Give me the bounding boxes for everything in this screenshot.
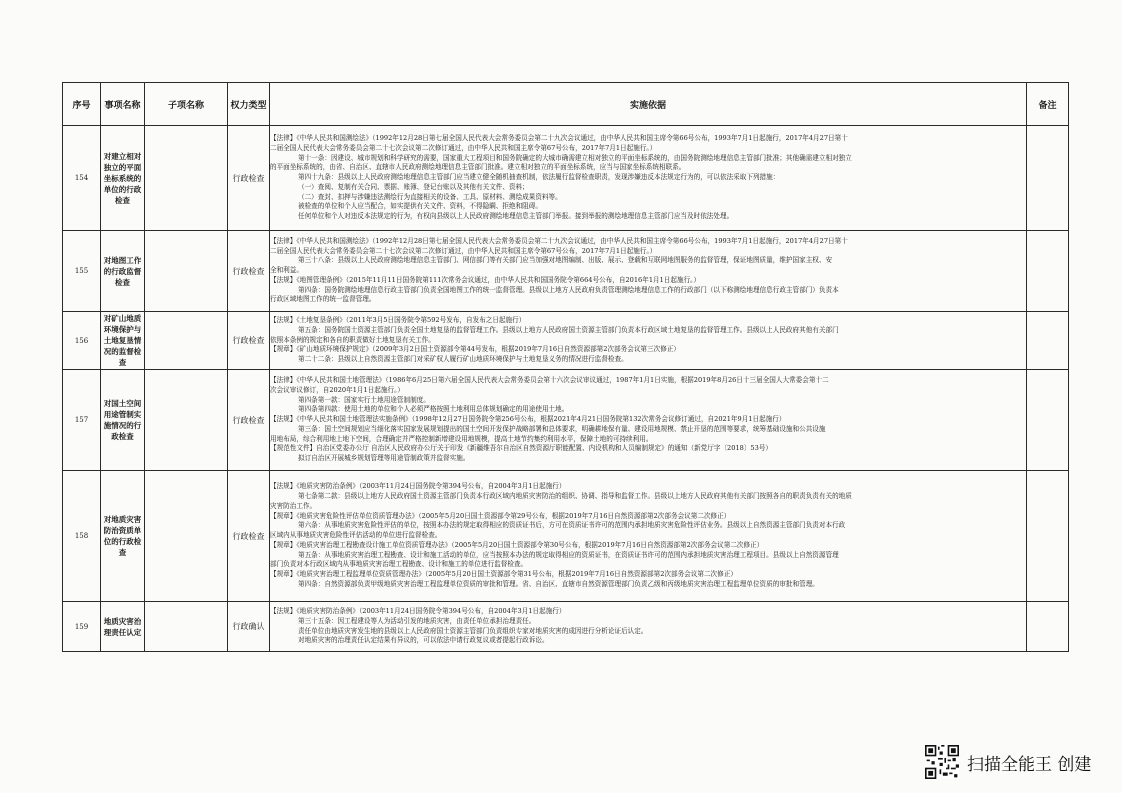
header-basis: 实施依据 — [270, 83, 1027, 126]
qr-code-icon — [925, 745, 959, 779]
row-basis — [270, 370, 1027, 471]
basis-line: 第五条：从事地质灾害治理工程勘查、设计和施工活动的单位，应当按照本办法的规定取得相应的资质证书，在资质证书许可的范围内承担地质灾害治理工程项目。县级以上自然资源管理 — [298, 550, 839, 559]
basis-line: 用地布局，综合利用地上地下空间，合理确定并严格控制新增建设用地规模，提高土地节约集约利用水平，保障土地的可持续利用。 — [270, 434, 653, 443]
row-subitem — [145, 312, 228, 370]
basis-line: 【法律】《中华人民共和国测绘法》（1992年12月28日第七届全国人民代表大会常务委员会第二十九次会议通过，由中华人民共和国主席令第66号公布，1993年7月1日起施行，2017年4月27日第十 — [270, 236, 848, 245]
basis-line: 【法规】《地图管理条例》（2015年11月11日国务院第111次常务会议通过，由中华人民共和国国务院令第664号公布，自2016年1月1日起施行。） — [270, 275, 701, 284]
basis-line: 【法律】《中华人民共和国测绘法》（1992年12月28日第七届全国人民代表大会常务委员会第二十九次会议通过，由中华人民共和国主席令第66号公布，1993年7月1日起施行，2017年4月27日第十 — [270, 133, 848, 142]
row-basis — [270, 471, 1027, 602]
row-power-type: 行政检查 — [228, 126, 270, 231]
row-item-name: 对地质灾害防治资质单位的行政检查 — [101, 471, 145, 602]
row-subitem — [145, 602, 228, 652]
row-seq: 157 — [63, 370, 101, 471]
basis-line: 【法规】《地质灾害防治条例》（2003年11月24日国务院令第394号公布，自2004年3月1日起施行） — [270, 606, 566, 615]
basis-line: 任何单位和个人对违反本法规定的行为，有权向县级以上人民政府测绘地理信息主管部门举报。接到举报的测绘地理信息主管部门应当及时依法处理。 — [298, 212, 734, 221]
power-list-table — [62, 82, 1069, 652]
basis-line: 被检查的单位和个人应当配合，如实提供有关文件、资料，不得隐瞒、拒绝和阻碍。 — [298, 202, 542, 211]
row-seq: 159 — [63, 602, 101, 652]
row-power-type: 行政确认 — [228, 602, 270, 652]
row-subitem — [145, 126, 228, 231]
basis-line: 二届全国人民代表大会常务委员会第二十七次会议第二次修订通过，由中华人民共和国主席令第67号公布，2017年7月1日起施行。） — [270, 246, 657, 255]
row-seq: 154 — [63, 126, 101, 231]
row-basis — [270, 231, 1027, 312]
table-row — [63, 312, 1069, 370]
basis-line: 【法律】《中华人民共和国土地管理法》（1986年6月25日第六届全国人民代表大会常务委员会第十六次会议审议通过，1987年1月1日实施，根据2019年8月26日十三届全国人大常委会第十二 — [270, 375, 829, 384]
basis-line: 第四条第一款：国家实行土地用途管制制度。 — [298, 395, 430, 404]
basis-line: 次会议审议修订，自2020年1月1日起施行。） — [270, 385, 404, 394]
basis-line: 【法规】《中华人民共和国土地管理法实施条例》（1998年12月27日国务院令第256号公布，根据2021年4月21日国务院第132次常务会议修订通过，自2021年9月1日起施行） — [270, 415, 786, 424]
row-item-name: 对国土空间用途管制实施情况的行政检查 — [101, 370, 145, 471]
row-seq: 155 — [63, 231, 101, 312]
table-row — [63, 471, 1069, 602]
row-remark — [1027, 231, 1069, 312]
scanner-brand-text: 扫描全能王 创建 — [967, 754, 1092, 775]
row-remark — [1027, 602, 1069, 652]
row-remark — [1027, 471, 1069, 602]
row-seq: 156 — [63, 312, 101, 370]
basis-line: 对地质灾害的治理责任认定结果有异议的，可以依法申请行政复议或者提起行政诉讼。 — [298, 636, 549, 645]
row-power-type: 行政检查 — [228, 471, 270, 602]
basis-line: 【规范性文件】自治区党委办公厅 自治区人民政府办公厅关于印发《新疆维吾尔自治区自然资源厅职能配置、内设机构和人员编制规定》的通知（新党厅字〔2018〕53号） — [270, 444, 773, 453]
row-basis — [270, 126, 1027, 231]
basis-line: 灾害防治工作。 — [270, 501, 317, 510]
row-basis — [270, 602, 1027, 652]
basis-line: 拟订自治区开展城乡规划管理等用途管制政策并监督实施。 — [298, 454, 470, 463]
basis-line: 第四条：自然资源部负责甲级地质灾害治理工程监理单位资质的审批和管理。省、自治区、直辖市自然资源管理部门负责乙级和丙级地质灾害治理工程监理单位资质的审批和管理。 — [298, 580, 819, 589]
basis-line: （一）查阅、复制有关合同、票据、账簿、登记台账以及其他有关文件、资料； — [298, 182, 529, 191]
header-power-type: 权力类型 — [228, 83, 270, 126]
basis-line: 【规章】《地质灾害治理工程监理单位资质管理办法》（2005年5月20日国土资源部令第31号公布，根据2019年7月16日自然资源部第2次部务会议第二次修正） — [270, 570, 737, 579]
row-basis — [270, 312, 1027, 370]
basis-line: 【规章】《矿山地质环境保护规定》（2009年3月2日国土资源部令第44号发布，根据2019年7月16日自然资源部第2次部务会议第三次修正） — [270, 345, 680, 354]
basis-line: 第五条：国务院国土资源主管部门负责全国土地复垦的监督管理工作。县级以上地方人民政府国土资源主管部门负责本行政区域土地复垦的监督管理工作。县级以上人民政府其他有关部门 — [298, 325, 839, 334]
row-power-type: 行政检查 — [228, 231, 270, 312]
basis-line: 第六条：从事地质灾害危险性评估的单位，按照本办法的规定取得相应的资质证书后，方可在资质证书许可的范围内承担地质灾害危险性评估业务。县级以上自然资源主管部门负责对本行政 — [298, 521, 846, 530]
header-subitem: 子项名称 — [145, 83, 228, 126]
row-subitem — [145, 370, 228, 471]
row-remark — [1027, 312, 1069, 370]
basis-line: 第四十九条：县级以上人民政府测绘地理信息主管部门应当建立健全随机抽查机制，依法履行监督检查职责，发现涉嫌违反本法规定行为的，可以依法采取下列措施： — [298, 173, 780, 182]
basis-line: 第三条：国土空间规划应当细化落实国家发展规划提出的国土空间开发保护战略部署和总体要求，明确耕地保有量、建设用地规模、禁止开垦的范围等要求，统筹基础设施和公共设施 — [298, 424, 826, 433]
table-row — [63, 370, 1069, 471]
row-item-name: 对建立相对独立的平面坐标系统的单位的行政检查 — [101, 126, 145, 231]
basis-line: 依照本条例的规定和各自的职责做好土地复垦有关工作。 — [270, 335, 435, 344]
row-item-name: 地质灾害治理责任认定 — [101, 602, 145, 652]
basis-line: 区域内从事地质灾害危险性评估活动的单位进行监督检查。 — [270, 531, 442, 540]
basis-line: 行政区域地图工作的统一监督管理。 — [270, 295, 376, 304]
table-row — [63, 602, 1069, 652]
basis-line: 第四条第四款：使用土地的单位和个人必须严格按照土地利用总体规划确定的用途使用土地。 — [298, 405, 569, 414]
header-item: 事项名称 — [101, 83, 145, 126]
header-remark: 备注 — [1027, 83, 1069, 126]
row-remark — [1027, 370, 1069, 471]
row-power-type: 行政检查 — [228, 312, 270, 370]
row-subitem — [145, 231, 228, 312]
basis-line: 【规章】《地质灾害治理工程勘查设计施工单位资质管理办法》（2005年5月20日国土资源部令第30号公布，根据2019年7月16日自然资源部第2次部务会议第二次修正） — [270, 540, 764, 549]
header-seq: 序号 — [63, 83, 101, 126]
row-power-type: 行政检查 — [228, 370, 270, 471]
row-subitem — [145, 471, 228, 602]
row-seq: 158 — [63, 471, 101, 602]
basis-line: 部门负责对本行政区域内从事地质灾害治理工程勘查、设计和施工的单位进行监督检查。 — [270, 560, 528, 569]
basis-line: （二）查封、扣押与涉嫌违法测绘行为直接相关的设备、工具、原材料、测绘成果资料等。 — [298, 192, 562, 201]
basis-line: 第三十八条：县级以上人民政府测绘地理信息主管部门、网信部门等有关部门应当加强对地图编制、出版、展示、登载和互联网地图服务的监督管理，保证地图质量，维护国家主权、安 — [298, 256, 833, 265]
basis-line: 【法规】《土地复垦条例》（2011年3月5日国务院令第592号发布，自发布之日起施行） — [270, 316, 526, 324]
basis-line: 【规章】《地质灾害危险性评估单位资质管理办法》（2005年5月20日国土资源部令第29号公布，根据2019年7月16日自然资源部第2次部务会议第二次修正） — [270, 511, 731, 520]
basis-line: 第十一条：因建设、城市规划和科学研究的需要，国家重大工程项目和国务院确定的大城市确需建立相对独立的平面坐标系统的，由国务院测绘地理信息主管部门批准；其他确需建立相对独立 — [298, 153, 852, 162]
basis-line: 【法规】《地质灾害防治条例》（2003年11月24日国务院令第394号公布，自2004年3月1日起施行） — [270, 482, 566, 491]
table-row — [63, 126, 1069, 231]
table-row — [63, 231, 1069, 312]
row-item-name: 对地图工作的行政监督检查 — [101, 231, 145, 312]
basis-line: 第二十二条：县级以上自然资源主管部门对采矿权人履行矿山地质环境保护与土地复垦义务的情况进行监督检查。 — [298, 355, 628, 364]
basis-line: 第四条：国务院测绘地理信息行政主管部门负责全国地图工作的统一监督管理。县级以上地方人民政府负责管理测绘地理信息工作的行政部门（以下称测绘地理信息行政主管部门）负责本 — [298, 285, 839, 294]
basis-line: 责任单位由地质灾害发生地的县级以上人民政府国土资源主管部门负责组织专家对地质灾害的成因进行分析论证后认定。 — [298, 626, 648, 635]
basis-line: 全和利益。 — [270, 266, 303, 275]
basis-line: 第七条第二款：县级以上地方人民政府国土资源主管部门负责本行政区域内地质灾害防治的组织、协调、指导和监督工作。县级以上地方人民政府其他有关部门按照各自的职责负责有关的地质 — [298, 491, 852, 500]
basis-line: 二届全国人民代表大会常务委员会第二十七次会议第二次修订通过，由中华人民共和国主席令第67号公布，2017年7月1日起施行。） — [270, 143, 657, 152]
row-remark — [1027, 126, 1069, 231]
basis-line: 第三十五条：因工程建设等人为活动引发的地质灾害，由责任单位承担治理责任。 — [298, 616, 536, 625]
table-header-row — [63, 83, 1069, 126]
scanner-watermark — [925, 744, 1091, 780]
basis-line: 的平面坐标系统的，由省、自治区、直辖市人民政府测绘地理信息主管部门批准。建立相对独立的平面坐标系统，应当与国家坐标系统相联系。 — [270, 163, 686, 172]
row-item-name: 对矿山地质环境保护与土地复垦情况的监督检查 — [101, 312, 145, 370]
